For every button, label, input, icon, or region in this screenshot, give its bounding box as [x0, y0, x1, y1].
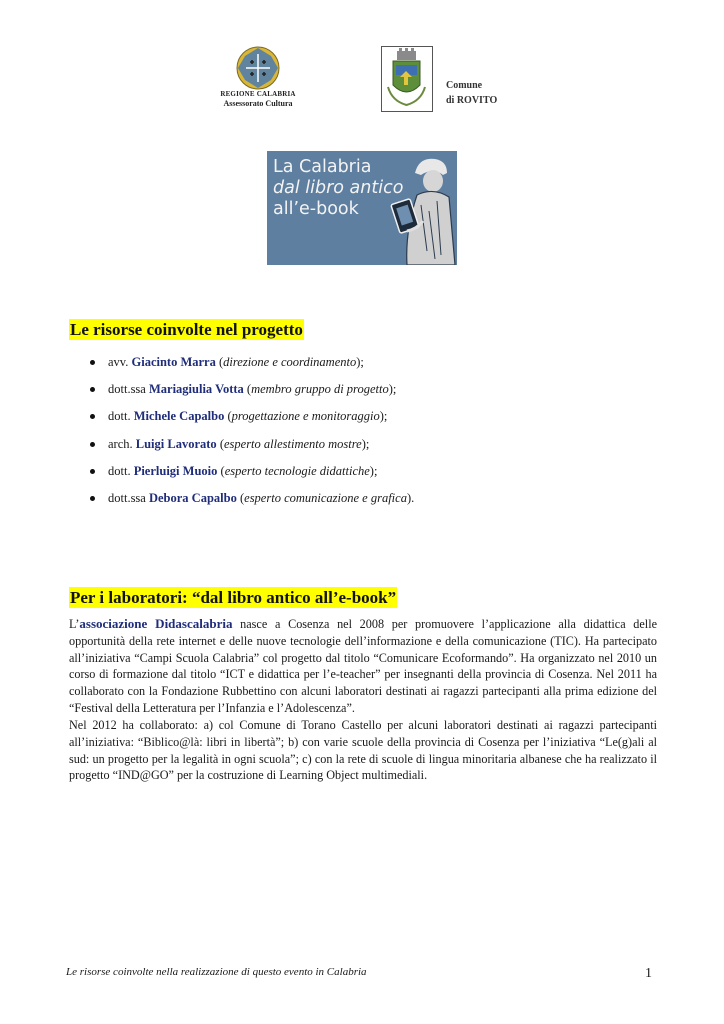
person-role: esperto comunicazione e grafica	[244, 491, 407, 506]
comune-city: di ROVITO	[446, 95, 498, 106]
collaborations-paragraph: Nel 2012 ha collaborato: a) col Comune di Torano Castello per alcuni laboratori destinati ai ragazzi partecipanti all’iniziativa: “Biblico@là: libri in libertà”; b) con varie scuole della provincia di Cosenza per l’iniziativa “Le(g)ali al sud: un progetto per la legalità in ogni scuola”; c) con la rete di scuole di lingua minoritaria albanese che ha realizzato il progetto “IND@GO” per la costruzione di Learning Object multimediali.	[69, 718, 657, 783]
role-close: );	[369, 463, 378, 478]
person-prefix: avv.	[108, 355, 132, 369]
comune-rovito-crest-icon	[382, 47, 431, 110]
project-banner	[267, 151, 457, 265]
section-workshops-title: Per i laboratori: “dal libro antico all’e-book”	[70, 588, 397, 607]
person-name: Debora Capalbo	[148, 491, 237, 506]
banner-line-2: dal libro antico	[273, 178, 404, 198]
section-resources-title: Le risorse coinvolte nel progetto	[70, 320, 303, 339]
list-item	[90, 349, 414, 376]
person-prefix: dott.ssa	[108, 382, 149, 397]
assessorato-name: Assessorato Cultura	[223, 99, 293, 108]
person-prefix: dott.ssa	[108, 491, 149, 506]
person-role: membro gruppo di progetto	[251, 382, 389, 397]
role-open: (	[215, 355, 224, 369]
role-close: );	[356, 355, 364, 369]
banner-line-3: all’e-book	[273, 199, 359, 219]
regione-calabria-emblem-icon	[236, 46, 280, 90]
role-open: (	[216, 436, 224, 451]
list-item	[90, 485, 414, 512]
bullet-icon	[90, 496, 95, 501]
footer-caption: Le risorse coinvolte nella realizzazione di questo evento in Calabria	[66, 966, 367, 978]
person-name: Mariagiulia Votta	[148, 382, 244, 397]
bullet-icon	[90, 469, 95, 474]
paragraph-body: nasce a Cosenza nel 2008 per promuovere l’applicazione alla didattica delle opportunità della rete internet e delle nuove tecnologie dell’informazione e della comunicazione (TIC). Ha partecipato all’iniziativa “Campi Scuola Calabria” col progetto dal titolo “Comunicare Ecoformando”. Ha organizzato nel 2010 un corso di formazione dal titolo “ICT e didattica per l’e-teacher” per insegnanti della provincia di Cosenza. Nel 2011 ha collaborato con la Fondazione Rubbettino con alcuni laboratori destinati ai ragazzi partecipanti alla prima edizione del “Festival della Letteratura per l’Infanzia e l’Adolescenza”.	[69, 617, 657, 715]
regione-name: REGIONE CALABRIA	[220, 90, 296, 98]
bullet-icon	[90, 387, 95, 392]
person-name: Luigi Lavorato	[135, 436, 217, 451]
person-name: Giacinto Marra	[131, 355, 216, 369]
page-number: 1	[645, 966, 652, 981]
role-close: );	[388, 382, 397, 397]
person-name: Michele Capalbo	[133, 409, 225, 424]
comune-rovito-logo	[381, 46, 433, 112]
people-list	[90, 349, 414, 512]
person-prefix: dott.	[108, 463, 134, 478]
comune-label: Comune	[446, 80, 483, 91]
role-open: (	[224, 409, 232, 424]
list-item	[90, 431, 414, 458]
association-paragraph	[69, 616, 657, 717]
list-item	[90, 403, 414, 430]
person-name: Pierluigi Muoio	[133, 463, 218, 478]
paragraph-prefix: L’	[69, 617, 80, 631]
list-item	[90, 458, 414, 485]
regione-calabria-logo	[214, 46, 302, 112]
person-role: esperto allestimento mostre	[223, 436, 362, 451]
role-close: ).	[406, 491, 415, 506]
bullet-icon	[90, 360, 95, 365]
comune-name	[446, 78, 497, 108]
person-role: direzione e coordinamento	[223, 355, 357, 369]
role-open: (	[236, 491, 245, 506]
list-item	[90, 376, 414, 403]
association-name: associazione Didascalabria	[79, 616, 233, 631]
person-prefix: dott.	[108, 409, 134, 424]
person-role: progettazione e monitoraggio	[231, 409, 380, 424]
role-close: );	[361, 436, 370, 451]
role-open: (	[217, 463, 225, 478]
person-role: esperto tecnologie didattiche	[224, 463, 370, 478]
role-close: );	[379, 409, 388, 424]
person-prefix: arch.	[108, 436, 136, 451]
bullet-icon	[90, 414, 95, 419]
bullet-icon	[90, 442, 95, 447]
banner-line-1: La Calabria	[273, 157, 372, 177]
role-open: (	[243, 382, 252, 397]
banner-title	[273, 157, 403, 220]
